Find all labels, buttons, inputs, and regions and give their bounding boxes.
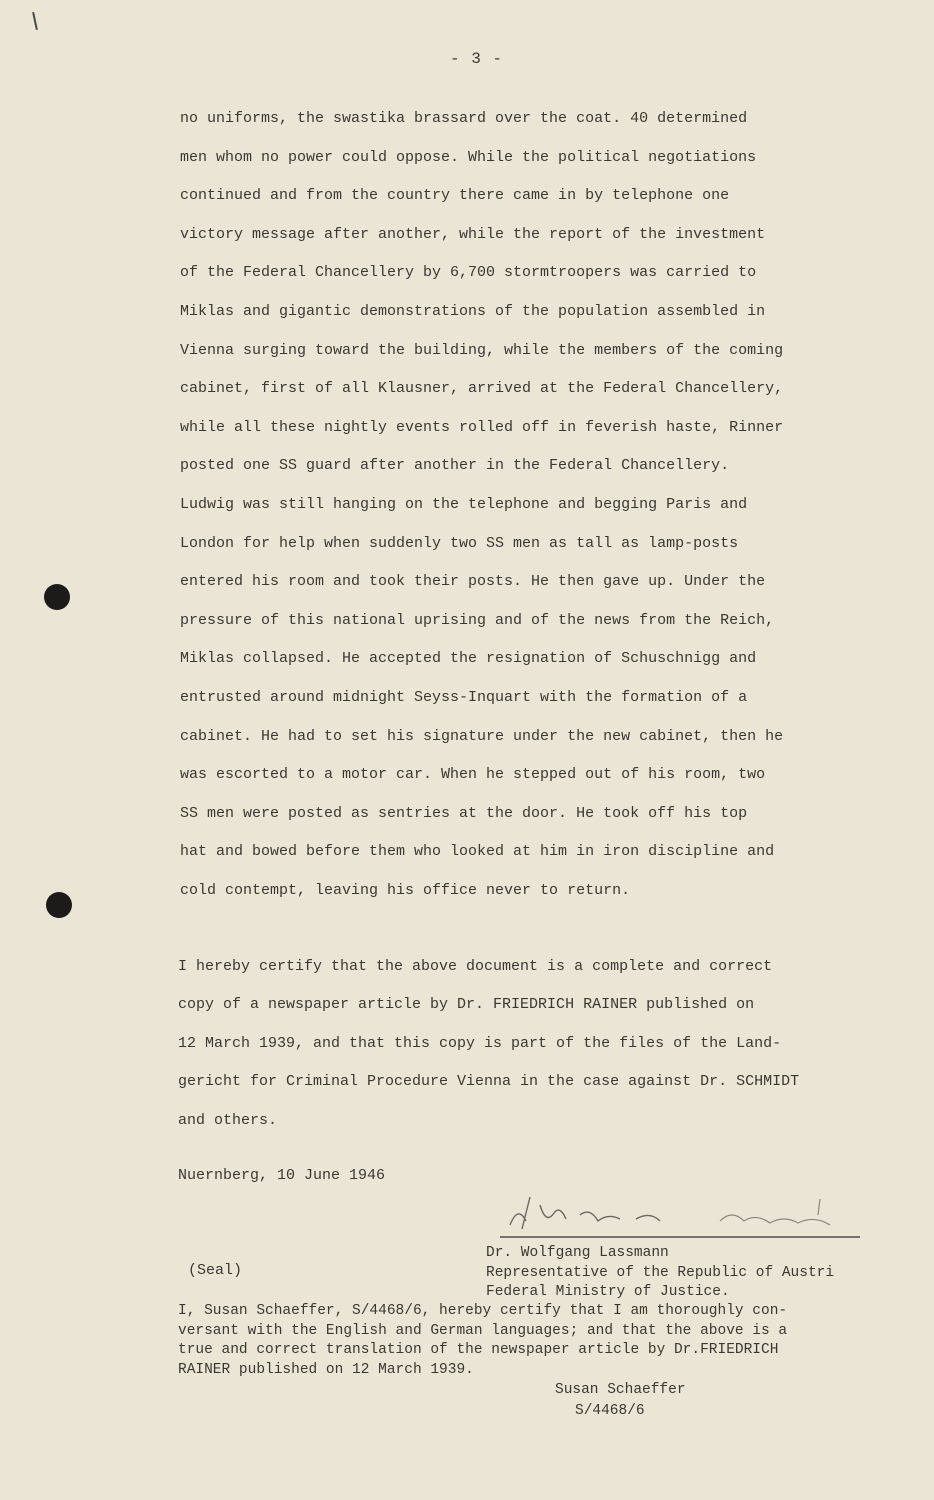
body-line: Ludwig was still hanging on the telephone and begging Paris and [180,495,748,513]
body-line: while all these nightly events rolled off in feverish haste, Rinner [180,418,784,436]
certification-line: 12 March 1939, and that this copy is part of the files of the Land- [178,1034,782,1052]
body-line: cabinet, first of all Klausner, arrived at the Federal Chancellery, [180,380,784,398]
body-line: no uniforms, the swastika brassard over the coat. 40 determined [180,110,748,127]
certification-line: gericht for Criminal Procedure Vienna in the case against Dr. SCHMIDT [178,1073,800,1091]
seal-label: (Seal) [188,1262,243,1279]
page-number: - 3 - [450,50,504,68]
body-line: London for help when suddenly two SS men as tall as lamp-posts [180,534,739,552]
handwritten-signature [500,1185,860,1245]
body-line: pressure of this national uprising and of the news from the Reich, [180,611,775,629]
body-line: SS men were posted as sentries at the door. He took off his top [180,804,748,822]
signer-block [486,1244,834,1303]
punch-hole-top [44,584,70,610]
translation-line: true and correct translation of the newspaper article by Dr.FRIEDRICH [178,1342,779,1359]
body-line: cabinet. He had to set his signature under the new cabinet, then he [180,727,784,745]
body-line: of the Federal Chancellery by 6,700 stormtroopers was carried to [180,264,757,282]
body-line: cold contempt, leaving his office never to return. [180,881,631,899]
certification-paragraph [178,948,868,1140]
translator-certification [178,1302,878,1380]
translation-line: I, Susan Schaeffer, S/4468/6, hereby certify that I am thoroughly con- [178,1303,788,1319]
signer-ministry: Federal Ministry of Justice. [486,1284,730,1300]
body-line: Vienna surging toward the building, while the members of the coming [180,341,784,359]
body-line: Miklas and gigantic demonstrations of the population assembled in [180,302,766,320]
body-line: entrusted around midnight Seyss-Inquart with the formation of a [180,688,748,706]
corner-mark [32,12,38,30]
article-body [180,100,860,910]
body-line: entered his room and took their posts. He then gave up. Under the [180,573,766,591]
translation-line: RAINER published on 12 March 1939. [178,1361,474,1378]
body-line: was escorted to a motor car. When he stepped out of his room, two [180,766,766,784]
signer-title: Representative of the Republic of Austri [486,1264,835,1281]
translator-code: S/4468/6 [575,1403,645,1419]
certification-line: I hereby certify that the above document is a complete and correct [178,958,773,975]
body-line: men whom no power could oppose. While the political negotiations [180,148,757,166]
certification-line: and others. [178,1111,278,1129]
body-line: Miklas collapsed. He accepted the resignation of Schuschnigg and [180,650,757,668]
punch-hole-bottom [46,892,72,918]
place-date: Nuernberg, 10 June 1946 [178,1167,386,1184]
certification-line: copy of a newspaper article by Dr. FRIEDRICH RAINER published on [178,996,755,1014]
body-line: victory message after another, while the report of the investment [180,225,766,243]
body-line: hat and bowed before them who looked at him in iron discipline and [180,843,775,861]
body-line: continued and from the country there came in by telephone one [180,187,730,205]
translation-line: versant with the English and German languages; and that the above is a [178,1322,788,1339]
translator-name: Susan Schaeffer [555,1382,686,1398]
translator-signature-block [555,1380,686,1422]
body-line: posted one SS guard after another in the Federal Chancellery. [180,457,730,475]
signer-name: Dr. Wolfgang Lassmann [486,1245,669,1261]
